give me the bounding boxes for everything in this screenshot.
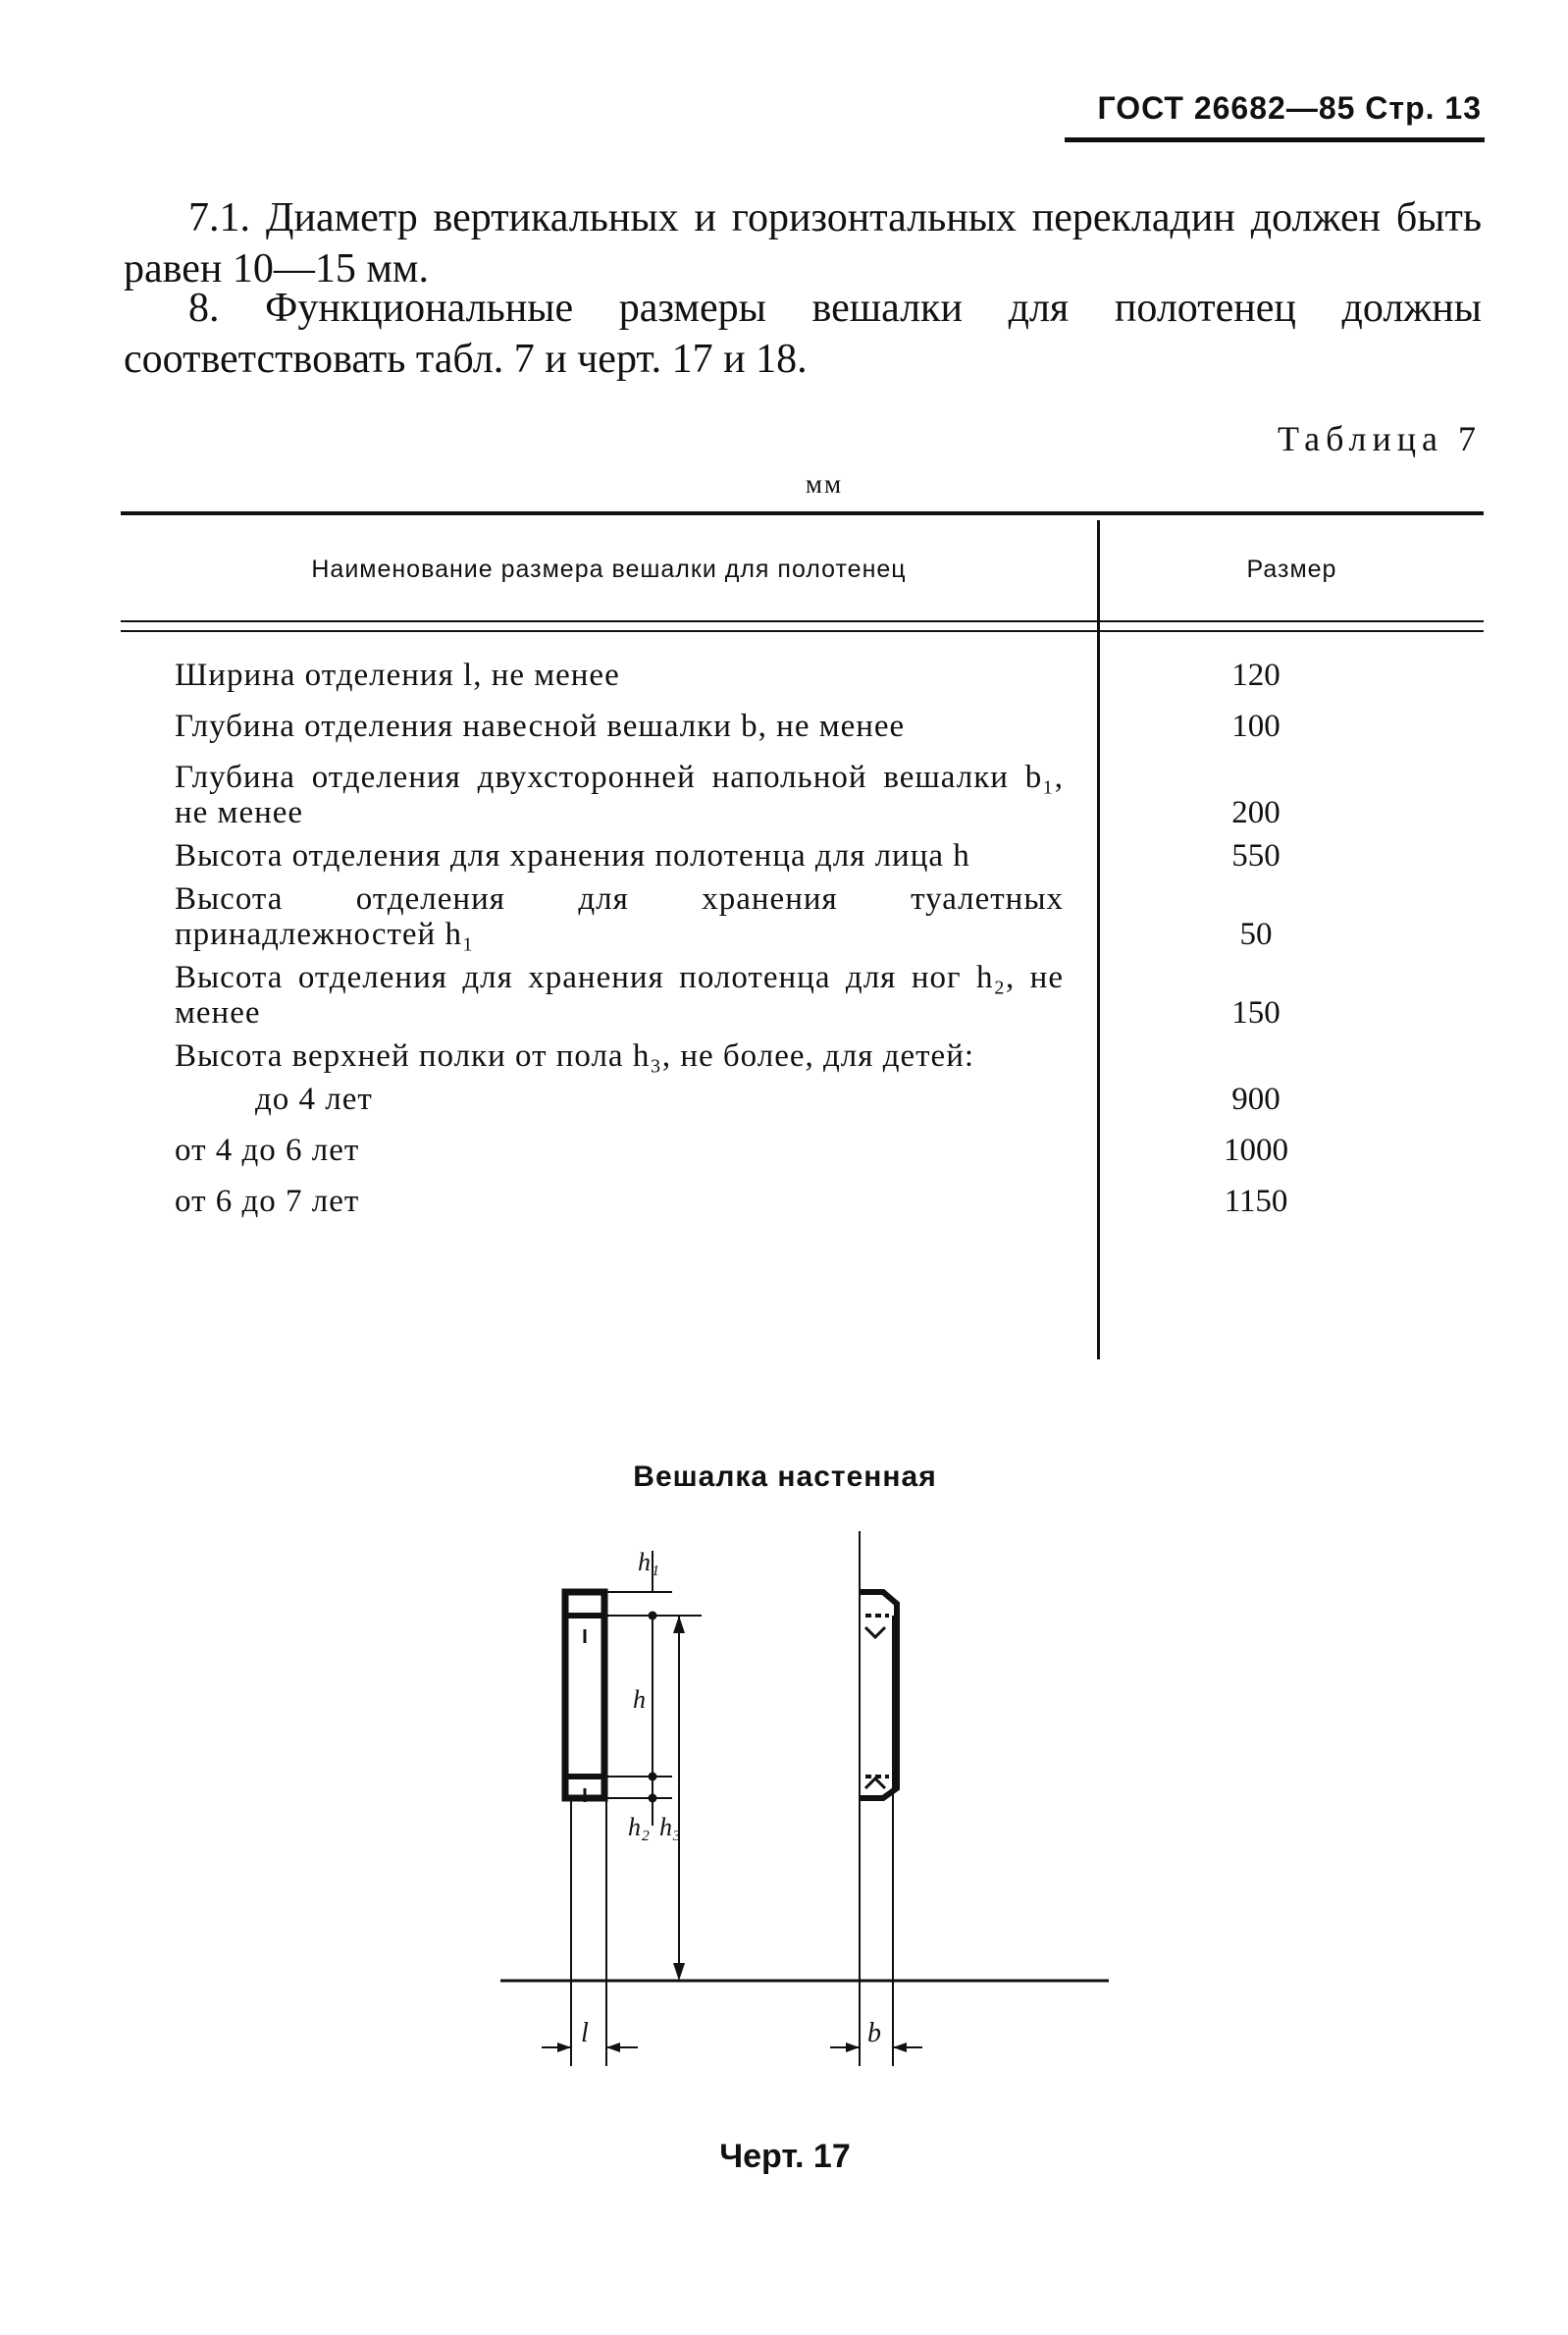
table-row <box>175 1038 1450 1074</box>
row-value: 100 <box>1231 709 1281 744</box>
row-name: от 6 до 7 лет <box>175 1184 360 1219</box>
row-value: 1150 <box>1224 1184 1288 1219</box>
table-row <box>175 1184 1450 1219</box>
side-view-profile <box>860 1592 897 1798</box>
table-row <box>175 658 1450 693</box>
table-header-rule <box>121 620 1484 622</box>
row-value: 900 <box>1231 1082 1281 1117</box>
column-header-value: Размер <box>1246 556 1337 583</box>
label-h3: h₃ <box>659 1813 682 1841</box>
figure-caption: Черт. 17 <box>719 2138 851 2175</box>
row-value: 50 <box>1239 917 1273 952</box>
row-name: Высота верхней полки от пола h₃, не более, для детей: <box>175 1038 975 1074</box>
row-value: 150 <box>1231 995 1281 1031</box>
row-value: 120 <box>1231 658 1281 693</box>
row-name: от 4 до 6 лет <box>175 1133 360 1168</box>
paragraph-8: 8. Функциональные размеры вешалки для полотенец должны соответствовать табл. 7 и черт. 17 и 18. <box>124 286 1482 382</box>
label-h1: h₁ <box>638 1548 660 1576</box>
table-row <box>175 709 1450 744</box>
row-value: 550 <box>1231 838 1281 874</box>
label-h: h <box>633 1685 646 1714</box>
table-top-rule <box>121 511 1484 515</box>
header-rule <box>1065 137 1485 142</box>
table-row <box>175 881 1450 952</box>
table-units: мм <box>805 469 844 499</box>
label-l: l <box>581 2018 589 2048</box>
table-row <box>175 760 1450 830</box>
row-value: 200 <box>1231 795 1281 830</box>
row-name: Глубина отделения двухсторонней напольной вешалки b₁, не менее <box>175 760 1064 830</box>
towel-rack-drawing <box>491 1531 1119 2100</box>
column-header-name: Наименование размера вешалки для полотенец <box>311 556 907 583</box>
table-header-rule-second <box>121 630 1484 632</box>
row-name: Высота отделения для хранения полотенца для ног h₂, не менее <box>175 960 1064 1031</box>
row-name: Высота отделения для хранения туалетных принадлежностей h₁ <box>175 881 1064 952</box>
table-row <box>175 838 1450 874</box>
page-header: ГОСТ 26682—85 Стр. 13 <box>1097 90 1482 126</box>
table-row <box>175 960 1450 1031</box>
table-row <box>175 1082 1450 1117</box>
row-value: 1000 <box>1224 1133 1288 1168</box>
label-b: b <box>867 2018 881 2048</box>
table-label: Таблица 7 <box>1278 419 1482 458</box>
table-row <box>175 1133 1450 1168</box>
label-h2: h₂ <box>628 1813 651 1841</box>
row-name: Ширина отделения l, не менее <box>175 658 620 693</box>
figure-title: Вешалка настенная <box>633 1460 937 1493</box>
table-body <box>175 658 1450 1235</box>
row-name: до 4 лет <box>255 1082 373 1117</box>
row-name: Глубина отделения навесной вешалки b, не менее <box>175 709 906 744</box>
paragraph-7-1: 7.1. Диаметр вертикальных и горизонтальных перекладин должен быть равен 10—15 мм. <box>124 195 1482 292</box>
row-name: Высота отделения для хранения полотенца для лица h <box>175 838 970 874</box>
front-frame <box>565 1592 604 1798</box>
